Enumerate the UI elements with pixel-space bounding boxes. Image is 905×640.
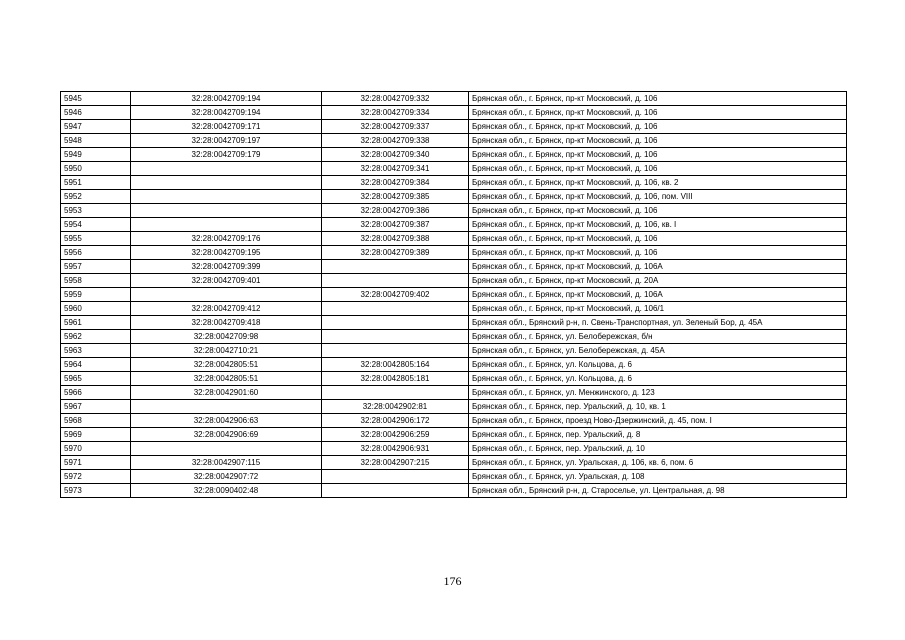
row-number-cell: 5969 <box>61 428 131 442</box>
cadastral-number-b-cell: 32:28:0042907:215 <box>322 456 469 470</box>
row-number-cell: 5945 <box>61 92 131 106</box>
cadastral-number-b-cell: 32:28:0042709:341 <box>322 162 469 176</box>
table-row <box>61 190 847 204</box>
address-cell: Брянская обл., г. Брянск, ул. Кольцова, д. 6 <box>469 358 847 372</box>
row-number-cell: 5946 <box>61 106 131 120</box>
cadastral-number-a-cell <box>131 442 322 456</box>
address-cell: Брянская обл., Брянский р-н, д. Староселье, ул. Центральная, д. 98 <box>469 484 847 498</box>
cadastral-number-b-cell <box>322 316 469 330</box>
address-cell: Брянская обл., г. Брянск, пр-кт Московский, д. 106 <box>469 120 847 134</box>
row-number-cell: 5971 <box>61 456 131 470</box>
row-number-cell: 5966 <box>61 386 131 400</box>
table-row <box>61 330 847 344</box>
address-cell: Брянская обл., г. Брянск, пр-кт Московский, д. 106 <box>469 134 847 148</box>
table-row <box>61 386 847 400</box>
cadastral-number-a-cell: 32:28:0042906:69 <box>131 428 322 442</box>
cadastral-number-a-cell: 32:28:0042709:194 <box>131 106 322 120</box>
table-row <box>61 344 847 358</box>
cadastral-number-a-cell: 32:28:0042709:412 <box>131 302 322 316</box>
address-cell: Брянская обл., г. Брянск, пр-кт Московский, д. 106, кв. 2 <box>469 176 847 190</box>
cadastral-number-a-cell: 32:28:0042710:21 <box>131 344 322 358</box>
address-cell: Брянская обл., г. Брянск, пер. Уральский, д. 10, кв. 1 <box>469 400 847 414</box>
cadastral-number-a-cell: 32:28:0042907:72 <box>131 470 322 484</box>
cadastral-number-b-cell: 32:28:0042902:81 <box>322 400 469 414</box>
table-row <box>61 470 847 484</box>
cadastral-number-a-cell: 32:28:0042901:60 <box>131 386 322 400</box>
address-cell: Брянская обл., г. Брянск, пр-кт Московский, д. 106 <box>469 204 847 218</box>
address-cell: Брянская обл., г. Брянск, ул. Уральская, д. 108 <box>469 470 847 484</box>
table-row <box>61 92 847 106</box>
table-row <box>61 120 847 134</box>
row-number-cell: 5961 <box>61 316 131 330</box>
cadastral-number-a-cell: 32:28:0042709:194 <box>131 92 322 106</box>
cadastral-number-a-cell: 32:28:0042709:171 <box>131 120 322 134</box>
address-cell: Брянская обл., г. Брянск, пр-кт Московский, д. 106, пом. VIII <box>469 190 847 204</box>
cadastral-number-b-cell: 32:28:0042709:340 <box>322 148 469 162</box>
row-number-cell: 5970 <box>61 442 131 456</box>
address-cell: Брянская обл., г. Брянск, ул. Кольцова, д. 6 <box>469 372 847 386</box>
cadastral-number-b-cell <box>322 302 469 316</box>
cadastral-number-a-cell: 32:28:0042709:195 <box>131 246 322 260</box>
address-cell: Брянская обл., г. Брянск, пр-кт Московский, д. 106А <box>469 288 847 302</box>
cadastral-number-b-cell: 32:28:0042709:384 <box>322 176 469 190</box>
cadastral-number-b-cell: 32:28:0042709:334 <box>322 106 469 120</box>
address-cell: Брянская обл., Брянский р-н, п. Свень-Транспортная, ул. Зеленый Бор, д. 45А <box>469 316 847 330</box>
table-row <box>61 162 847 176</box>
row-number-cell: 5956 <box>61 246 131 260</box>
cadastral-number-b-cell <box>322 484 469 498</box>
table-row <box>61 106 847 120</box>
address-cell: Брянская обл., г. Брянск, пр-кт Московский, д. 106, кв. I <box>469 218 847 232</box>
row-number-cell: 5949 <box>61 148 131 162</box>
cadastral-number-b-cell: 32:28:0042709:402 <box>322 288 469 302</box>
row-number-cell: 5955 <box>61 232 131 246</box>
row-number-cell: 5948 <box>61 134 131 148</box>
cadastral-number-a-cell: 32:28:0042805:51 <box>131 372 322 386</box>
cadastral-number-a-cell <box>131 176 322 190</box>
table-row <box>61 232 847 246</box>
table-row <box>61 204 847 218</box>
row-number-cell: 5957 <box>61 260 131 274</box>
row-number-cell: 5953 <box>61 204 131 218</box>
row-number-cell: 5972 <box>61 470 131 484</box>
table-row <box>61 456 847 470</box>
cadastral-number-a-cell <box>131 400 322 414</box>
cadastral-number-b-cell: 32:28:0042805:181 <box>322 372 469 386</box>
row-number-cell: 5960 <box>61 302 131 316</box>
table-row <box>61 358 847 372</box>
cadastral-number-a-cell: 32:28:0042907:115 <box>131 456 322 470</box>
cadastral-number-a-cell: 32:28:0042709:399 <box>131 260 322 274</box>
cadastral-number-a-cell: 32:28:0042709:197 <box>131 134 322 148</box>
cadastral-number-a-cell <box>131 162 322 176</box>
row-number-cell: 5967 <box>61 400 131 414</box>
cadastral-number-a-cell: 32:28:0042709:418 <box>131 316 322 330</box>
cadastral-number-b-cell: 32:28:0042906:172 <box>322 414 469 428</box>
cadastral-number-b-cell <box>322 386 469 400</box>
row-number-cell: 5952 <box>61 190 131 204</box>
address-cell: Брянская обл., г. Брянск, пр-кт Московский, д. 106 <box>469 162 847 176</box>
address-cell: Брянская обл., г. Брянск, пр-кт Московский, д. 106А <box>469 260 847 274</box>
cadastral-number-b-cell <box>322 260 469 274</box>
cadastral-number-a-cell: 32:28:0042709:179 <box>131 148 322 162</box>
row-number-cell: 5963 <box>61 344 131 358</box>
cadastral-number-a-cell <box>131 288 322 302</box>
table-row <box>61 484 847 498</box>
cadastral-number-b-cell <box>322 344 469 358</box>
table-row <box>61 316 847 330</box>
page-number: 176 <box>443 574 462 588</box>
cadastral-number-a-cell: 32:28:0042709:401 <box>131 274 322 288</box>
address-cell: Брянская обл., г. Брянск, пр-кт Московский, д. 106 <box>469 246 847 260</box>
table-row <box>61 176 847 190</box>
address-cell: Брянская обл., г. Брянск, ул. Менжинского, д. 123 <box>469 386 847 400</box>
cadastral-number-b-cell: 32:28:0042709:385 <box>322 190 469 204</box>
row-number-cell: 5964 <box>61 358 131 372</box>
cadastral-number-a-cell: 32:28:0090402:48 <box>131 484 322 498</box>
cadastral-number-b-cell: 32:28:0042709:389 <box>322 246 469 260</box>
address-cell: Брянская обл., г. Брянск, ул. Уральская, д. 106, кв. 6, пом. 6 <box>469 456 847 470</box>
table-row <box>61 400 847 414</box>
address-cell: Брянская обл., г. Брянск, проезд Ново-Дзержинский, д. 45, пом. I <box>469 414 847 428</box>
table-row <box>61 414 847 428</box>
table-row <box>61 218 847 232</box>
table-row <box>61 302 847 316</box>
cadastral-number-a-cell <box>131 190 322 204</box>
registry-table <box>60 91 847 498</box>
cadastral-number-b-cell <box>322 470 469 484</box>
address-cell: Брянская обл., г. Брянск, пр-кт Московский, д. 106 <box>469 232 847 246</box>
row-number-cell: 5954 <box>61 218 131 232</box>
table-row <box>61 274 847 288</box>
cadastral-number-b-cell: 32:28:0042805:164 <box>322 358 469 372</box>
cadastral-number-a-cell: 32:28:0042709:98 <box>131 330 322 344</box>
row-number-cell: 5950 <box>61 162 131 176</box>
address-cell: Брянская обл., г. Брянск, пр-кт Московский, д. 20А <box>469 274 847 288</box>
address-cell: Брянская обл., г. Брянск, пер. Уральский, д. 8 <box>469 428 847 442</box>
row-number-cell: 5965 <box>61 372 131 386</box>
row-number-cell: 5958 <box>61 274 131 288</box>
table-row <box>61 428 847 442</box>
table-row <box>61 246 847 260</box>
row-number-cell: 5962 <box>61 330 131 344</box>
address-cell: Брянская обл., г. Брянск, пер. Уральский, д. 10 <box>469 442 847 456</box>
table-row <box>61 134 847 148</box>
cadastral-number-b-cell: 32:28:0042709:387 <box>322 218 469 232</box>
cadastral-number-a-cell <box>131 204 322 218</box>
cadastral-number-b-cell <box>322 274 469 288</box>
row-number-cell: 5959 <box>61 288 131 302</box>
cadastral-number-a-cell: 32:28:0042906:63 <box>131 414 322 428</box>
address-cell: Брянская обл., г. Брянск, пр-кт Московский, д. 106 <box>469 106 847 120</box>
table-row <box>61 372 847 386</box>
address-cell: Брянская обл., г. Брянск, ул. Белобережская, б/н <box>469 330 847 344</box>
cadastral-number-b-cell: 32:28:0042709:332 <box>322 92 469 106</box>
cadastral-number-b-cell: 32:28:0042709:337 <box>322 120 469 134</box>
cadastral-number-b-cell <box>322 330 469 344</box>
address-cell: Брянская обл., г. Брянск, пр-кт Московский, д. 106 <box>469 92 847 106</box>
registry-table-body <box>61 92 847 498</box>
cadastral-number-a-cell <box>131 218 322 232</box>
cadastral-number-a-cell: 32:28:0042709:176 <box>131 232 322 246</box>
cadastral-number-b-cell: 32:28:0042709:386 <box>322 204 469 218</box>
cadastral-number-b-cell: 32:28:0042709:338 <box>322 134 469 148</box>
row-number-cell: 5951 <box>61 176 131 190</box>
address-cell: Брянская обл., г. Брянск, пр-кт Московский, д. 106/1 <box>469 302 847 316</box>
table-row <box>61 260 847 274</box>
cadastral-number-b-cell: 32:28:0042906:259 <box>322 428 469 442</box>
row-number-cell: 5947 <box>61 120 131 134</box>
row-number-cell: 5973 <box>61 484 131 498</box>
table-row <box>61 288 847 302</box>
table-row <box>61 148 847 162</box>
cadastral-number-b-cell: 32:28:0042906:931 <box>322 442 469 456</box>
row-number-cell: 5968 <box>61 414 131 428</box>
table-row <box>61 442 847 456</box>
cadastral-number-a-cell: 32:28:0042805:51 <box>131 358 322 372</box>
cadastral-number-b-cell: 32:28:0042709:388 <box>322 232 469 246</box>
address-cell: Брянская обл., г. Брянск, ул. Белобережская, д. 45А <box>469 344 847 358</box>
address-cell: Брянская обл., г. Брянск, пр-кт Московский, д. 106 <box>469 148 847 162</box>
